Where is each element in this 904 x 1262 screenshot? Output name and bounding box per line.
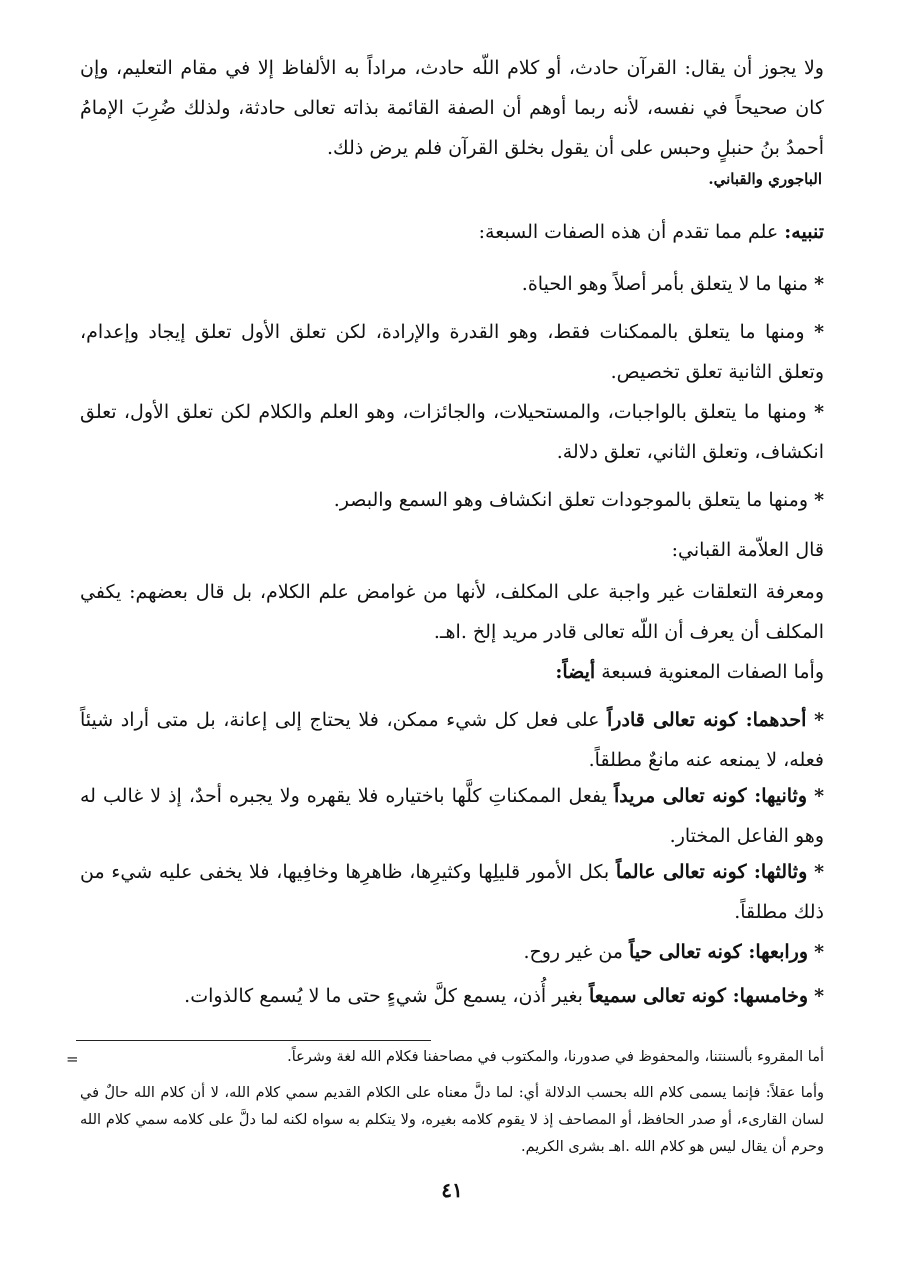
bullet-icon: * bbox=[814, 321, 824, 343]
footnote-text: وأما عقلاً: فإنما يسمى كلام الله بحسب الدلالة أي: لما دلَّ معناه على الكلام القديم سمي كلام الله، لا أن كلام الله حالٌ في لسان القارىء، أو صدر الحافظ، أو المصاحف إذ لا يقوم كلامه بغيره، ولا يتكلم به سواه لكنه لما دلَّ على كلامه سمي كلام الله وحرم أن يقال ليس هو كلام الله .اهـ بشرى الكريم. bbox=[80, 1085, 824, 1155]
source-signature: الباجوري والقباني. bbox=[708, 170, 822, 188]
attribute-label: وخامسها: bbox=[732, 985, 809, 1007]
intro-paragraph bbox=[80, 48, 824, 168]
attribute-label: ورابعها: bbox=[748, 941, 809, 963]
qabbani-text: ومعرفة التعلقات غير واجبة على المكلف، لأنها من غوامض علم الكلام، بل قال بعضهم: يكفي المكلف أن يعرف أن اللّه تعالى قادر مريد إلخ .اهـ. bbox=[80, 581, 824, 643]
attribute-label: أحدهما: bbox=[745, 709, 807, 731]
attribute-bold: كونه تعالى مريداً bbox=[613, 785, 755, 807]
footnote-line: أما المقروء بألسنتنا، والمحفوظ في صدورنا، والمكتوب في مصاحفنا فكلام الله لغة وشرعاً. bbox=[287, 1049, 824, 1065]
attribute-bold: كونه تعالى قادراً bbox=[607, 709, 746, 731]
attribute-text: من غير روح. bbox=[523, 941, 630, 963]
list-item-text: منها ما لا يتعلق بأمر أصلاً وهو الحياة. bbox=[521, 273, 809, 295]
bullet-icon: * bbox=[814, 785, 824, 807]
page-number: ٤١ bbox=[441, 1178, 463, 1202]
bullet-icon: * bbox=[814, 941, 824, 963]
list-item bbox=[80, 312, 824, 392]
bullet-icon: * bbox=[814, 273, 824, 295]
list-item-text: ومنها ما يتعلق بالموجودات تعلق انكشاف وهو السمع والبصر. bbox=[333, 489, 809, 511]
attribute-text: بكل الأمور قليلِها وكثيرِها، ظاهرِها وخافِيها، فلا يخفى عليه شيء من ذلك مطلقاً. bbox=[80, 861, 824, 923]
bullet-icon: * bbox=[814, 709, 824, 731]
attribute-item bbox=[80, 700, 824, 780]
attribute-item bbox=[80, 932, 824, 972]
maanawiya-line bbox=[80, 652, 824, 692]
bullet-icon: * bbox=[814, 489, 824, 511]
maanawiya-text: وأما الصفات المعنوية فسبعة bbox=[595, 661, 824, 683]
attribute-bold: كونه تعالى عالماً bbox=[615, 861, 754, 883]
list-item bbox=[80, 392, 824, 472]
attribute-text: يفعل الممكناتِ كلَّها باختياره فلا يقهره ولا يجبره أحدٌ، إذ لا غالب له وهو الفاعل المختار. bbox=[80, 785, 824, 847]
tanbih-label: تنبيه: bbox=[784, 221, 824, 243]
intro-text: ولا يجوز أن يقال: القرآن حادث، أو كلام اللّه حادث، مراداً به الألفاظ إلا في مقام التعليم، وإن كان صحيحاً في نفسه، لأنه ربما أوهم أن الصفة القائمة بذاته تعالى حادثة، ولذلك ضُرِبَ الإمامُ أحمدُ بنُ حنبلٍ وحبس على أن يقول بخلق القرآن فلم يرض ذلك. bbox=[80, 57, 824, 159]
attribute-item bbox=[80, 852, 824, 932]
list-item bbox=[80, 480, 824, 520]
footnote-divider bbox=[76, 1040, 431, 1041]
attribute-bold: كونه تعالى سميعاً bbox=[588, 985, 733, 1007]
tanbih-text: علم مما تقدم أن هذه الصفات السبعة: bbox=[478, 221, 785, 243]
attribute-item bbox=[80, 976, 824, 1016]
attribute-bold: كونه تعالى حياً bbox=[629, 941, 749, 963]
attribute-label: وثالثها: bbox=[753, 861, 808, 883]
attribute-text: بغير أُذن، يسمع كلَّ شيءٍ حتى ما لا يُسمع كالذوات. bbox=[184, 985, 589, 1007]
footnote-paragraph bbox=[80, 1080, 824, 1161]
attribute-text: على فعل كل شيء ممكن، فلا يحتاج إلى إعانة، بل متى أراد شيئاً فعله، لا يمنعه عنه مانعٌ مطلقاً. bbox=[80, 709, 824, 771]
list-item-text: ومنها ما يتعلق بالممكنات فقط، وهو القدرة والإرادة، لكن تعلق الأول تعلق إيجاد وإعدام، وتعلق الثانية تعلق تخصيص. bbox=[80, 321, 824, 383]
qabbani-quote bbox=[80, 572, 824, 652]
bullet-icon: * bbox=[814, 401, 824, 423]
bullet-icon: * bbox=[814, 985, 824, 1007]
qabbani-heading: قال العلاّمة القباني: bbox=[671, 539, 824, 561]
list-item bbox=[80, 264, 824, 304]
bullet-icon: * bbox=[814, 861, 824, 883]
attribute-label: وثانيها: bbox=[754, 785, 808, 807]
tanbih-line bbox=[80, 212, 824, 252]
list-item-text: ومنها ما يتعلق بالواجبات، والمستحيلات، والجائزات، وهو العلم والكلام لكن تعلق الأول، تعلق انكشاف، وتعلق الثاني، تعلق دلالة. bbox=[80, 401, 824, 463]
attribute-item bbox=[80, 776, 824, 856]
footnote-continuation-marker: = bbox=[66, 1050, 79, 1068]
maanawiya-bold: أيضاً: bbox=[555, 661, 596, 683]
